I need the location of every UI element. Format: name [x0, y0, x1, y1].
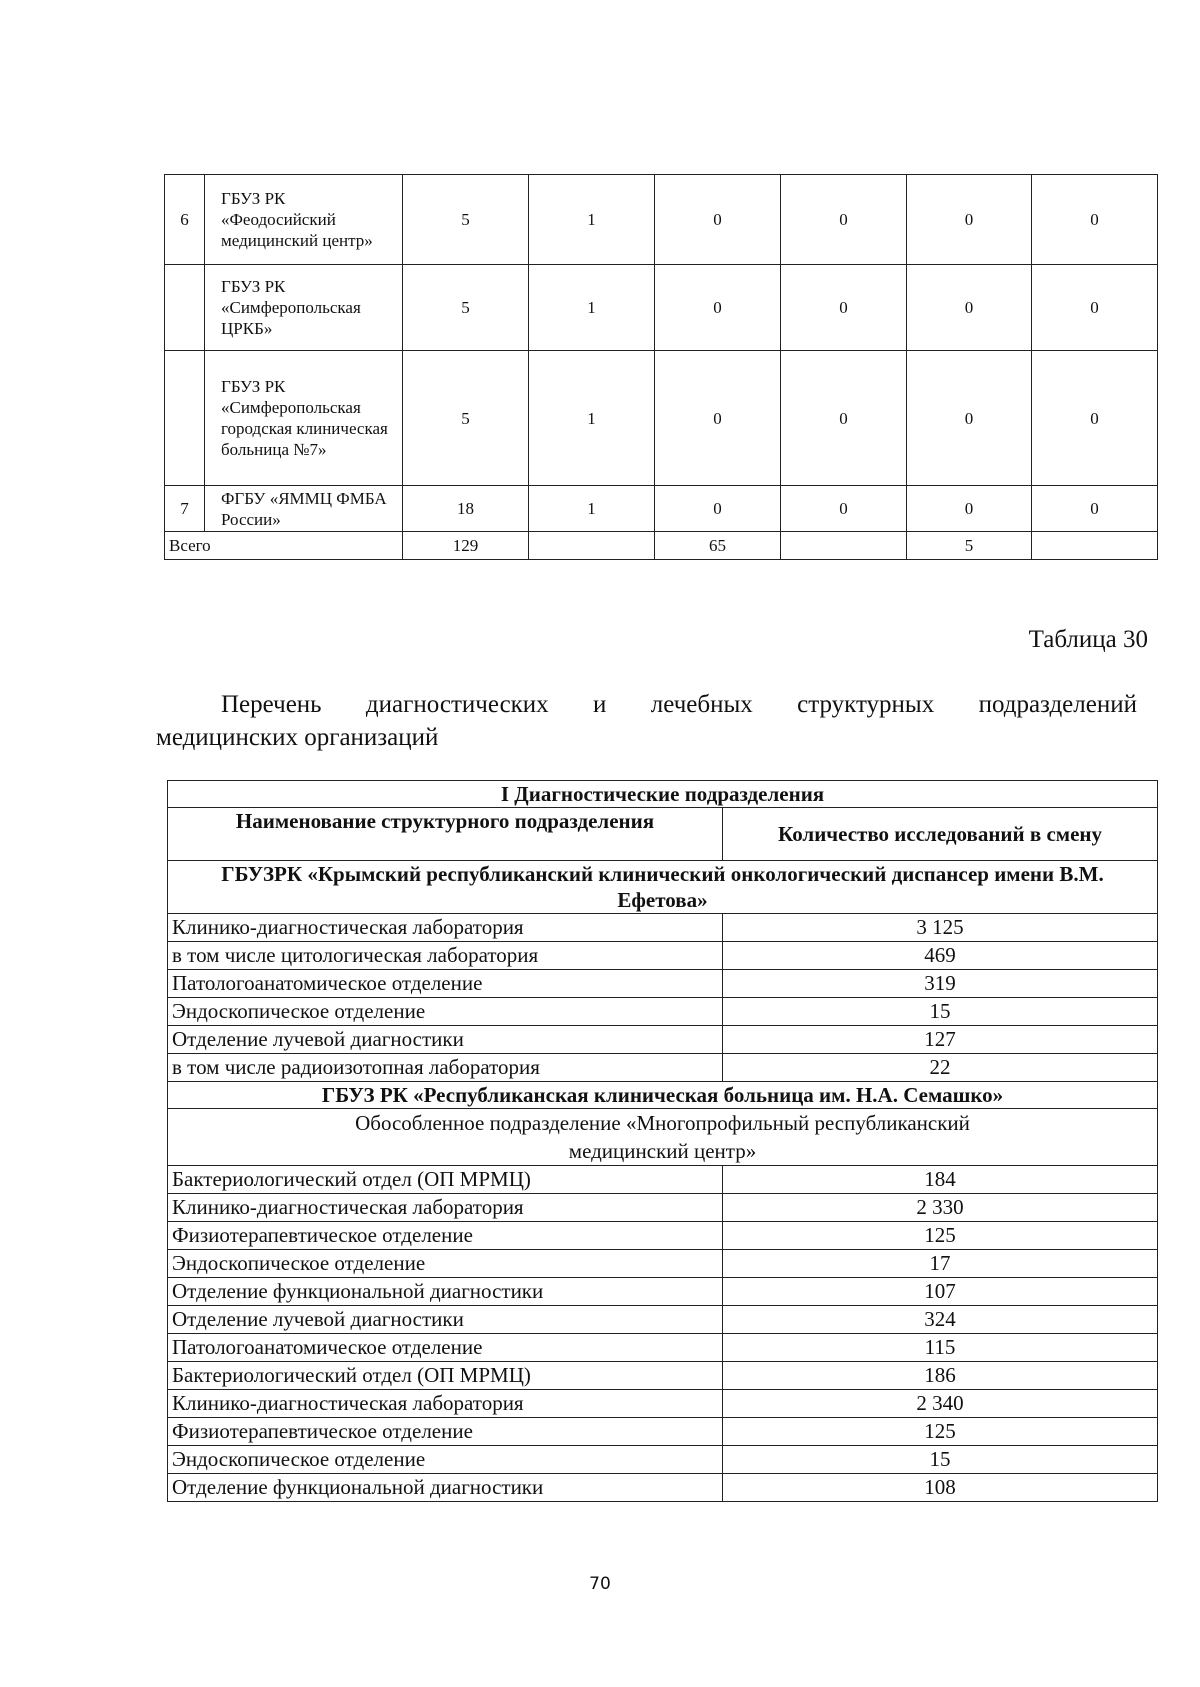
value-cell: 0: [907, 486, 1032, 532]
unit-name: Патологоанатомическое отделение: [168, 1334, 723, 1362]
group-subtitle-row: [168, 1109, 1158, 1166]
value-cell: 0: [1032, 486, 1158, 532]
table-row: [168, 1306, 1158, 1334]
unit-name: Эндоскопическое отделение: [168, 1250, 723, 1278]
unit-value: 107: [723, 1278, 1158, 1306]
unit-name: Бактериологический отдел (ОП МРМЦ): [168, 1362, 723, 1390]
table-row: [165, 175, 1158, 265]
unit-name: Отделение лучевой диагностики: [168, 1306, 723, 1334]
unit-name: Бактериологический отдел (ОП МРМЦ): [168, 1166, 723, 1194]
table-row: [165, 351, 1158, 486]
unit-value: 2 340: [723, 1390, 1158, 1418]
organization-name: ГБУЗ РК «Феодосийский медицинский центр»: [205, 175, 403, 265]
unit-value: 3 125: [723, 914, 1158, 942]
group-title: ГБУЗ РК «Республиканская клиническая больница им. Н.А. Семашко»: [168, 1082, 1158, 1109]
table-title-line2: медицинских организаций: [156, 724, 439, 751]
unit-value: 186: [723, 1362, 1158, 1390]
organization-name: ГБУЗ РК «Симферопольская ЦРКБ»: [205, 265, 403, 351]
unit-value: 22: [723, 1054, 1158, 1082]
table-row: [168, 914, 1158, 942]
value-cell: 0: [781, 486, 907, 532]
unit-value: 15: [723, 1446, 1158, 1474]
table-caption: Таблица 30: [1028, 626, 1148, 653]
table-row: [168, 1390, 1158, 1418]
group-subtitle: Обособленное подразделение «Многопрофильный республиканский медицинский центр»: [168, 1109, 1158, 1166]
unit-value: 125: [723, 1222, 1158, 1250]
organization-name: ГБУЗ РК «Симферопольская городская клиническая больница №7»: [205, 351, 403, 486]
value-cell: 0: [781, 175, 907, 265]
table-row: [168, 970, 1158, 998]
total-value: 5: [907, 532, 1032, 560]
value-cell: 5: [403, 265, 529, 351]
table-row: [165, 486, 1158, 532]
row-number: [165, 351, 205, 486]
value-cell: 0: [1032, 175, 1158, 265]
unit-name: Патологоанатомическое отделение: [168, 970, 723, 998]
row-number: [165, 265, 205, 351]
table-row: [168, 1054, 1158, 1082]
value-cell: 0: [907, 175, 1032, 265]
unit-value: 115: [723, 1334, 1158, 1362]
table-row: [165, 265, 1158, 351]
value-cell: 5: [403, 351, 529, 486]
table-row: [168, 1278, 1158, 1306]
total-value: [781, 532, 907, 560]
value-cell: 5: [403, 175, 529, 265]
unit-name: Физиотерапевтическое отделение: [168, 1418, 723, 1446]
value-cell: 0: [1032, 265, 1158, 351]
table-row: [168, 1418, 1158, 1446]
value-cell: 0: [655, 351, 781, 486]
page-number: 70: [589, 1574, 611, 1594]
unit-name: Физиотерапевтическое отделение: [168, 1222, 723, 1250]
unit-value: 15: [723, 998, 1158, 1026]
unit-name: Отделение функциональной диагностики: [168, 1278, 723, 1306]
value-cell: 0: [907, 351, 1032, 486]
table-row: [168, 998, 1158, 1026]
section-header: I Диагностические подразделения: [168, 781, 1158, 808]
value-cell: 0: [655, 265, 781, 351]
value-cell: 0: [781, 265, 907, 351]
row-number: 6: [165, 175, 205, 265]
value-cell: 0: [781, 351, 907, 486]
unit-name: Отделение лучевой диагностики: [168, 1026, 723, 1054]
table-row: [168, 1166, 1158, 1194]
value-cell: 1: [529, 351, 655, 486]
continued-table: [164, 174, 1158, 560]
unit-name: Отделение функциональной диагностики: [168, 1474, 723, 1502]
table-title: [156, 688, 1137, 754]
total-value: [1032, 532, 1158, 560]
column-header-name: Наименование структурного подразделения: [168, 808, 723, 861]
table-row: [168, 1250, 1158, 1278]
unit-name: в том числе радиоизотопная лаборатория: [168, 1054, 723, 1082]
total-label: Всего: [165, 532, 403, 560]
unit-name: Эндоскопическое отделение: [168, 1446, 723, 1474]
value-cell: 1: [529, 486, 655, 532]
unit-value: 2 330: [723, 1194, 1158, 1222]
unit-name: Клинико-диагностическая лаборатория: [168, 914, 723, 942]
value-cell: 0: [907, 265, 1032, 351]
unit-value: 127: [723, 1026, 1158, 1054]
row-number: 7: [165, 486, 205, 532]
value-cell: 1: [529, 265, 655, 351]
total-value: 65: [655, 532, 781, 560]
unit-value: 108: [723, 1474, 1158, 1502]
table-row: [168, 942, 1158, 970]
unit-value: 184: [723, 1166, 1158, 1194]
unit-value: 17: [723, 1250, 1158, 1278]
total-row: [165, 532, 1158, 560]
unit-name: Эндоскопическое отделение: [168, 998, 723, 1026]
diagnostic-units-table: [167, 780, 1158, 1502]
group-header-row: [168, 861, 1158, 914]
table-row: [168, 1194, 1158, 1222]
section-header-row: [168, 781, 1158, 808]
unit-value: 469: [723, 942, 1158, 970]
table-title-line1: Перечень диагностических и лечебных структурных подразделений: [221, 691, 1137, 718]
unit-name: Клинико-диагностическая лаборатория: [168, 1194, 723, 1222]
value-cell: 0: [655, 175, 781, 265]
organization-name: ФГБУ «ЯММЦ ФМБА России»: [205, 486, 403, 532]
unit-name: в том числе цитологическая лаборатория: [168, 942, 723, 970]
value-cell: 18: [403, 486, 529, 532]
unit-value: 324: [723, 1306, 1158, 1334]
group-header-row: [168, 1082, 1158, 1109]
unit-name: Клинико-диагностическая лаборатория: [168, 1390, 723, 1418]
column-header-count: Количество исследований в смену: [723, 808, 1158, 861]
unit-value: 319: [723, 970, 1158, 998]
total-value: [529, 532, 655, 560]
column-header-row: [168, 808, 1158, 861]
value-cell: 0: [655, 486, 781, 532]
table-row: [168, 1334, 1158, 1362]
table-row: [168, 1362, 1158, 1390]
value-cell: 0: [1032, 351, 1158, 486]
total-value: 129: [403, 532, 529, 560]
table-row: [168, 1026, 1158, 1054]
table-row: [168, 1474, 1158, 1502]
table-row: [168, 1446, 1158, 1474]
group-title: ГБУЗРК «Крымский республиканский клинический онкологический диспансер имени В.М. Ефетова»: [168, 861, 1158, 914]
unit-value: 125: [723, 1418, 1158, 1446]
table-row: [168, 1222, 1158, 1250]
value-cell: 1: [529, 175, 655, 265]
